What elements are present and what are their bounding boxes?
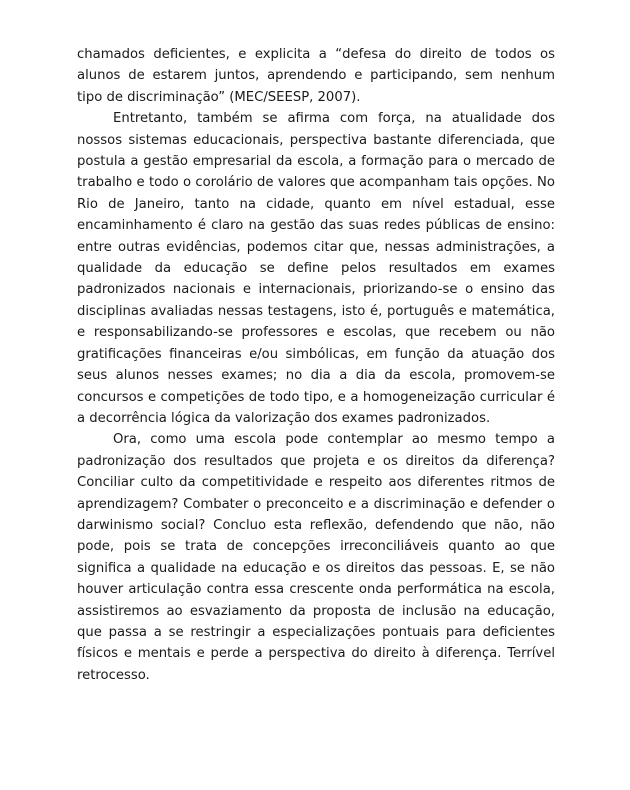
paragraph-management: Entretanto, também se afirma com força, na atualidade dos nossos sistemas educacionais, perspectiva bastante diferenciada, que postula a gestão empresarial da escola, a formação para o mercado de trabalho e todo o corolário de valores que acompanham tais opções. No Rio de Janeiro, tanto na cidade, quanto em nível estadual, esse encaminhamento é claro na gestão das suas redes públicas de ensino: entre outras evidências, podemos citar que, nessas administrações, a qualidade da educação se define pelos resultados em exames padronizados nacionais e internacionais, priorizando-se o ensino das disciplinas avaliadas nessas testagens, isto é, português e matemática, e responsabilizando-se professores e escolas, que recebem ou não gratificações financeiras e/ou simbólicas, em função da atuação dos seus alunos nesses exames; no dia a dia da escola, promovem-se concursos e competições de todo tipo, e a homogeneização curricular é a decorrência lógica da valorização dos exames padronizados.	[77, 111, 555, 426]
paragraph-continuation: chamados deficientes, e explicita a “defesa do direito de todos os alunos de estarem juntos, aprendendo e participando, sem nenhum tipo de discriminação” (MEC/SEESP, 2007).	[77, 47, 555, 105]
paragraph-conclusion: Ora, como uma escola pode contemplar ao mesmo tempo a padronização dos resultados que projeta e os direitos da diferença? Conciliar culto da competitividade e respeito aos diferentes ritmos de aprendizagem? Combater o preconceito e a discriminação e defender o darwinismo social? Concluo esta reflexão, defendendo que não, não pode, pois se trata de concepções irreconciliáveis quanto ao que significa a qualidade na educação e os direitos das pessoas. E, se não houver articulação contra essa crescente onda performática na escola, assistiremos ao esvaziamento da proposta de inclusão na educação, que passa a se restringir a especializações pontuais para deficientes físicos e mentais e perde a perspectiva do direito à diferença. Terrível retrocesso.	[77, 432, 555, 683]
document-page	[77, 44, 555, 686]
